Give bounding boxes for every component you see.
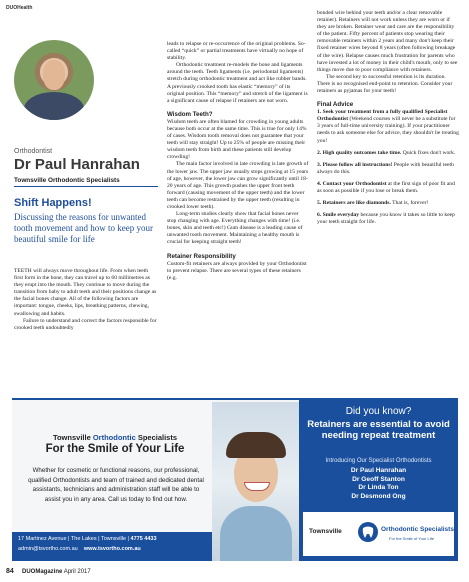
ad-brand bbox=[20, 433, 210, 442]
doctors-list bbox=[299, 467, 458, 501]
author-role: Orthodontist bbox=[14, 148, 53, 155]
advice-text: That is, forever! bbox=[390, 200, 429, 207]
paragraph: leads to relapse or re-occurrence of the original problems. So-called “quick” or partial treatments have virtually no hope of stability. bbox=[167, 41, 306, 62]
advice-item bbox=[317, 212, 459, 226]
ad-logo-box bbox=[303, 512, 454, 556]
ad-contact-line bbox=[18, 546, 141, 552]
divider bbox=[14, 186, 158, 187]
tooth-logo-icon bbox=[357, 521, 379, 543]
logo-tagline: For the Smile of Your Life bbox=[389, 536, 434, 541]
article-column-2 bbox=[167, 41, 309, 282]
logo-town: Townsville bbox=[309, 528, 342, 535]
advice-text: People with beautiful teeth always do this. bbox=[317, 161, 454, 175]
doctor-name: Dr Desmond Ong bbox=[351, 492, 406, 500]
photo-face bbox=[43, 60, 65, 90]
ad-patient-photo bbox=[212, 402, 299, 561]
ad-phone[interactable]: 4775 4433 bbox=[130, 536, 157, 542]
author-photo bbox=[14, 40, 94, 120]
article-column-1 bbox=[14, 268, 158, 332]
doctor-name: Dr Geoff Stanton bbox=[352, 475, 405, 483]
ad-brand-part: Orthodontic bbox=[92, 433, 136, 442]
photo-shirt bbox=[24, 92, 84, 120]
article-column-3 bbox=[317, 10, 459, 226]
wisdom-heading: Wisdom Teeth? bbox=[167, 110, 213, 118]
advice-text: because you know it takes so little to keep your teeth straight for life. bbox=[317, 212, 455, 226]
doctor-name: Dr Paul Hanrahan bbox=[350, 467, 407, 474]
paragraph: TEETH will always move throughout life. From when teeth first form in the bone, they can travel up to 60 millimetres as they erupt into the mouth. They continue to move during the transition from baby to adult teeth and their positions change as the facial bones change. All of the following factors are important: tongue, cheeks, lips, breathing patterns, chewing, swallowing and habits. bbox=[14, 268, 157, 317]
paragraph: Failure to understand and correct the factors responsible for crooked teeth undoubtedly bbox=[14, 317, 157, 331]
paragraph: Long-term studies clearly show that facial bones never stop changing with age. Everything changes with time! (i.e. bones, skin and teeth etc!) Gum disease is a leading cause of unwanted tooth movement. Maintaining a healthy mouth is crucial for keeping straight teeth! bbox=[167, 211, 303, 246]
paragraph: bonded wire behind your teeth and/or a clear removable retainer). Retainers will not work unless they are worn or if they are broken. Retainer wear and care are the responsibility of the patient. Fifty percent of patients stop wearing their removable retainers within 2 years and many don't keep their fixed retainer wires beyond 8 years (often following breakage of the wire). Relapse causes much frustration for parents who have invested a lot of money in their child's mouth, only to see things move due to poor compliance with retainers. bbox=[317, 10, 458, 73]
paragraph: Orthodontic treatment re-models the bone and ligaments around the teeth. Teeth ligaments (i.e. periodontal ligaments) stretch during orthodontic treatment and act like rubber bands. A previously crooked tooth has elastic “memory” of its original position. This “memory” and stretch of the ligament is a significant cause of relapse if retainers are not worn. bbox=[167, 62, 308, 104]
retainer-heading: Retainer Responsibility bbox=[167, 252, 236, 260]
advice-text: (Weekend courses will never be a substitute for 3 years of full-time university training). If your practitioner needs to ask someone else for advice, they shouldn't be treating you! bbox=[317, 116, 459, 144]
advice-bold: 6. Smile everyday bbox=[317, 212, 360, 219]
advice-text: Quick fixes don't work. bbox=[401, 149, 456, 156]
advice-item bbox=[317, 162, 459, 176]
ad-email[interactable]: admin@tsvortho.com.au bbox=[18, 546, 78, 552]
ad-address: 17 Martinez Avenue | The Lakes | Townsville | bbox=[18, 536, 129, 542]
section-label: DUOHealth bbox=[6, 5, 33, 11]
doctor-name: Dr Linda Ton bbox=[358, 484, 399, 492]
advice-item bbox=[317, 150, 459, 157]
ad-website[interactable]: www.tsvortho.com.au bbox=[83, 546, 141, 552]
logo-name: Orthodontic Specialists bbox=[381, 526, 454, 533]
did-you-know-fact: Retainers are essential to avoid needing repeat treatment bbox=[307, 419, 450, 441]
headline: Shift Happens! bbox=[14, 197, 92, 209]
footer-publication bbox=[22, 569, 91, 575]
paragraph: Wisdom teeth are often blamed for crowding in young adults because both occur at the same time. This is true for only 14% of cases. Wisdom tooth removal does not guarantee that your teeth will stay straight! Up to 25% of people are missing their wisdom teeth from birth and these patients still develop crowding! bbox=[167, 118, 307, 161]
advice-item bbox=[317, 181, 459, 195]
advice-item bbox=[317, 109, 459, 144]
standfirst: Discussing the reasons for unwanted tooth movement and how to keep your beautiful smile for life bbox=[14, 212, 153, 245]
author-organisation: Townsville Orthodontic Specialists bbox=[14, 177, 120, 184]
ad-tagline: For the Smile of Your Life bbox=[45, 443, 185, 455]
paragraph: The second key to successful retention is its duration. There is no recognised end-point to retention. Consider your retainers as pyjamas for your teeth! bbox=[317, 73, 453, 95]
did-you-know-heading: Did you know? bbox=[345, 406, 412, 417]
author-name: Dr Paul Hanrahan bbox=[14, 156, 140, 173]
ad-body: Whether for cosmetic or functional reasons, our professional, qualified Orthodontists and team of trained and dedicated dental assistants, technicians and administration staff will be able to assist you in any area. Call us today to find out how. bbox=[28, 467, 204, 503]
paragraph: The main factor involved in late crowding is late growth of the lower jaw. The upper jaw usually stops growing at 15 years of age, however, the lower jaw can grow significantly until 18-20 years of age. This growth pushes the upper front teeth forward (causing movement of the upper teeth) and the lower teeth can become restrained by the upper teeth (resulting in crooked lower teeth). bbox=[167, 161, 309, 210]
advice-bold: 2. High quality outcomes take time. bbox=[317, 149, 402, 156]
advice-bold: 3. Please follow all instructions! bbox=[317, 161, 393, 168]
magazine-name: DUOMagazine bbox=[22, 569, 63, 575]
doctors-intro: Introducing Our Specialist Orthodontists bbox=[325, 458, 432, 464]
issue-date: April 2017 bbox=[63, 569, 91, 575]
ad-address-line bbox=[18, 536, 157, 542]
patient-shirt bbox=[220, 506, 292, 561]
page-number: 84 bbox=[6, 568, 14, 575]
advice-text: at the first sign of poor fit and as soon as possible if you lose or break them. bbox=[317, 180, 455, 194]
advice-item bbox=[317, 200, 459, 207]
patient-hair bbox=[226, 432, 286, 458]
ad-brand-part: Townsville bbox=[52, 433, 93, 442]
advice-bold: 5. Retainers are like diamonds. bbox=[317, 200, 391, 207]
ad-brand-part: Specialists bbox=[135, 433, 178, 442]
advice-bold: 1. Seek your treatment from a fully qualified Specialist Orthodontist bbox=[317, 109, 448, 123]
advice-heading: Final Advice bbox=[317, 101, 354, 109]
paragraph: Custom-fit retainers are always provided by your Orthodontist to prevent relapse. There are several types of these retainers (e.g. bbox=[167, 260, 307, 281]
advice-bold: 4. Contact your Orthodontist bbox=[317, 180, 387, 187]
